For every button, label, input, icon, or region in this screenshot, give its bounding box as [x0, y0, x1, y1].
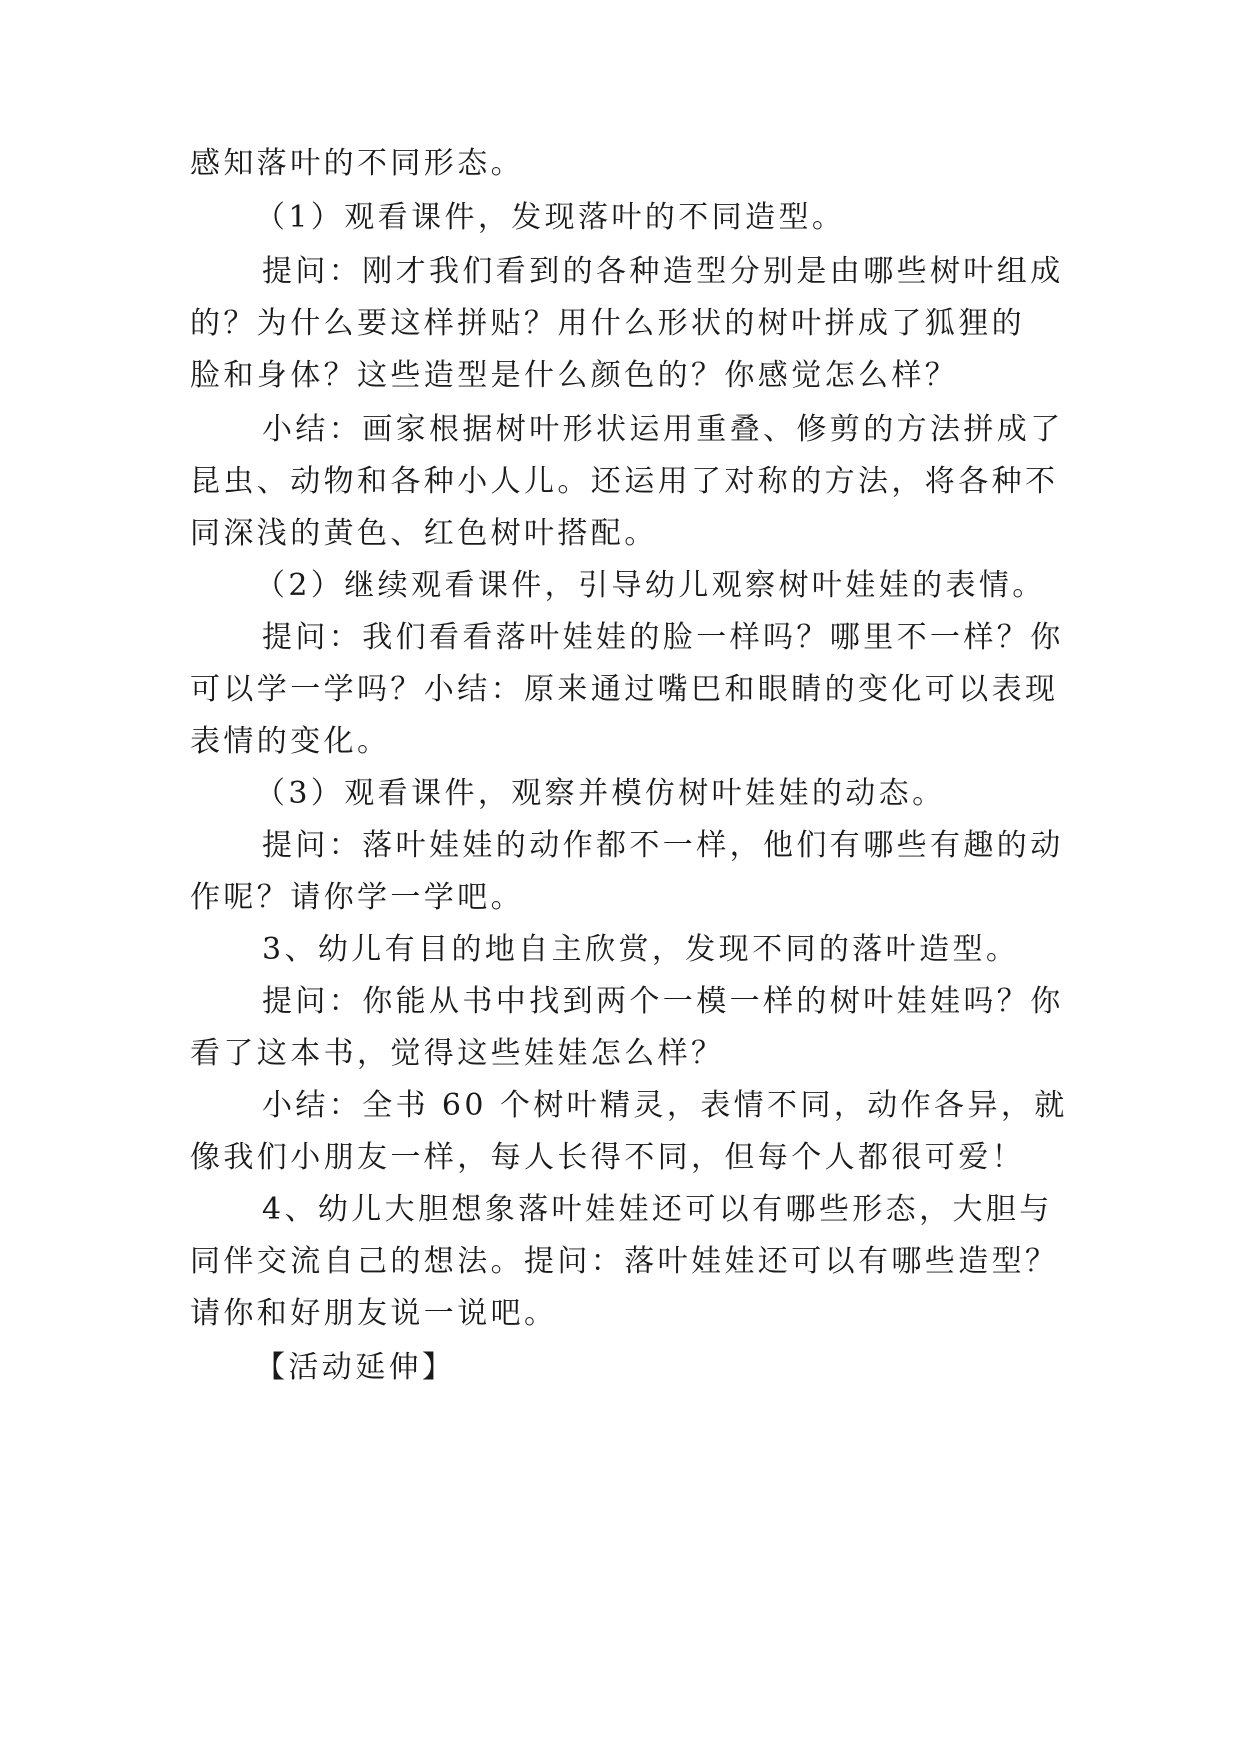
question-paragraph: 提问：你能从书中找到两个一模一样的树叶娃娃吗？你: [262, 984, 1064, 1019]
step-paragraph: 4、幼儿大胆想象落叶娃娃还可以有哪些形态，大胆与: [262, 1192, 1053, 1227]
section-heading: 【活动延伸】: [255, 1350, 456, 1385]
question-paragraph: 提问：落叶娃娃的动作都不一样，他们有哪些有趣的动: [262, 828, 1064, 863]
text-line: 同伴交流自己的想法。提问：落叶娃娃还可以有哪些造型？: [190, 1244, 1059, 1279]
text-line: 可以学一学吗？小结：原来通过嘴巴和眼睛的变化可以表现: [190, 672, 1059, 707]
subsection-heading: （3）观看课件，观察并模仿树叶娃娃的动态。: [255, 776, 946, 811]
question-paragraph: 提问：刚才我们看到的各种造型分别是由哪些树叶组成: [262, 254, 1064, 289]
summary-paragraph: 小结：画家根据树叶形状运用重叠、修剪的方法拼成了: [262, 412, 1064, 447]
text-line: 同深浅的黄色、红色树叶搭配。: [190, 516, 658, 551]
step-paragraph: 3、幼儿有目的地自主欣赏，发现不同的落叶造型。: [262, 932, 1020, 967]
text-line: 的？为什么要这样拼贴？用什么形状的树叶拼成了狐狸的: [190, 306, 1025, 341]
text-line: 看了这本书，觉得这些娃娃怎么样？: [190, 1036, 725, 1071]
subsection-heading: （2）继续观看课件，引导幼儿观察树叶娃娃的表情。: [255, 568, 1046, 603]
text-line: 感知落叶的不同形态。: [190, 146, 524, 181]
subsection-heading: （1）观看课件，发现落叶的不同造型。: [255, 200, 846, 235]
text-line: 脸和身体？这些造型是什么颜色的？你感觉怎么样？: [190, 358, 959, 393]
text-line: 表情的变化。: [190, 724, 391, 759]
text-line: 请你和好朋友说一说吧。: [190, 1296, 558, 1331]
text-line: 作呢？请你学一学吧。: [190, 880, 524, 915]
text-line: 像我们小朋友一样，每人长得不同，但每个人都很可爱！: [190, 1140, 1025, 1175]
summary-paragraph: 小结：全书 60 个树叶精灵，表情不同，动作各异，就: [262, 1088, 1068, 1123]
question-paragraph: 提问：我们看看落叶娃娃的脸一样吗？哪里不一样？你: [262, 620, 1064, 655]
text-line: 昆虫、动物和各种小人儿。还运用了对称的方法，将各种不: [190, 464, 1059, 499]
